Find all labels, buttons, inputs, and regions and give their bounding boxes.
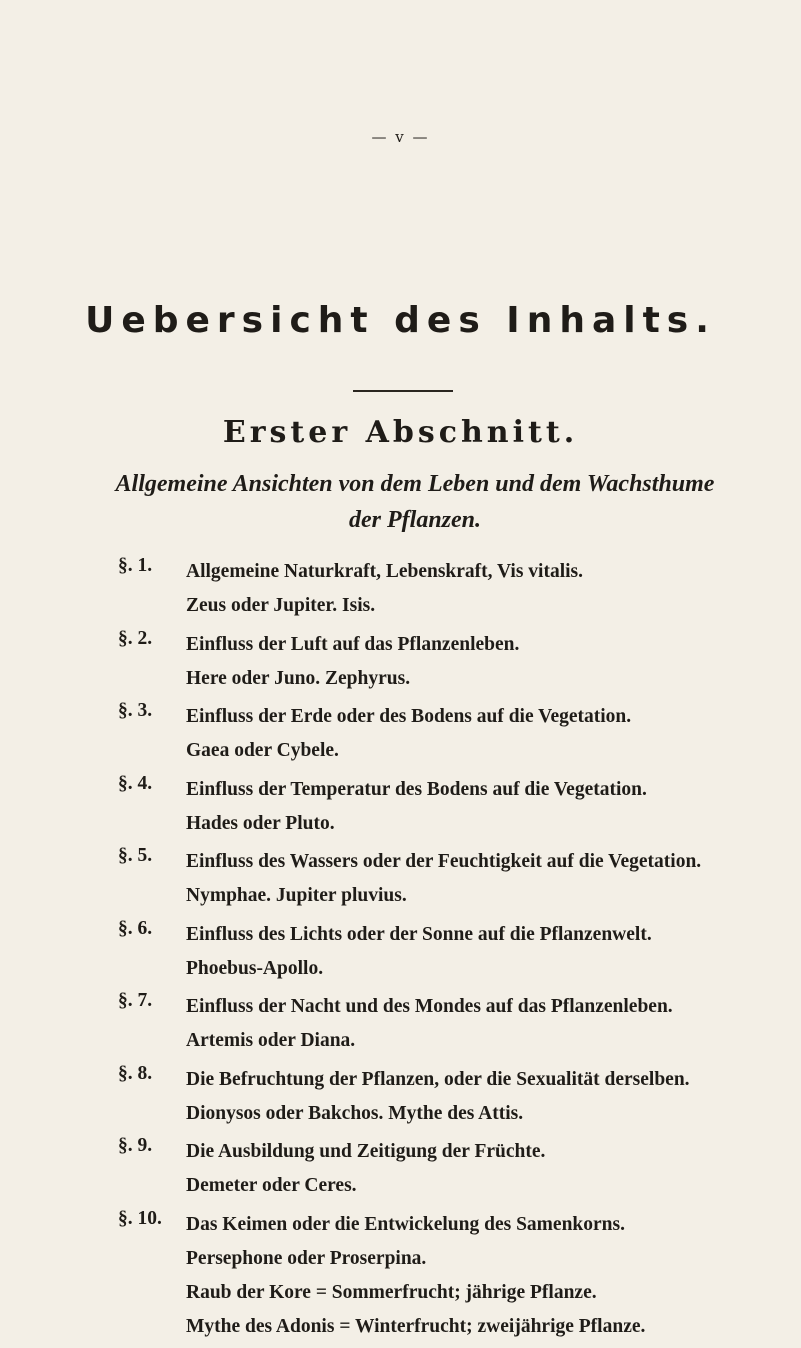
entry-line: Phoebus-Apollo. xyxy=(186,957,324,979)
entry-line: Dionysos oder Bakchos. Mythe des Attis. xyxy=(186,1102,524,1124)
section-number: §. 8. xyxy=(118,1062,153,1084)
entry-line: Zeus oder Jupiter. Isis. xyxy=(186,595,376,616)
entry-text xyxy=(186,990,778,1058)
section-subtitle xyxy=(110,466,720,538)
entry-line: Die Befruchtung der Pflanzen, oder die Sexualität derselben. xyxy=(186,1068,690,1090)
toc-entry xyxy=(118,918,778,986)
entry-text xyxy=(186,1208,778,1344)
toc-entry xyxy=(118,700,778,768)
entry-line: Einfluss der Nacht und des Mondes auf das Pflanzenleben. xyxy=(186,996,673,1017)
section-number: §. 3. xyxy=(118,700,153,721)
entry-line: Einfluss der Erde oder des Bodens auf die Vegetation. xyxy=(186,706,632,727)
section-number: §. 2. xyxy=(118,627,153,649)
toc-entry xyxy=(118,1063,778,1131)
toc-entry xyxy=(118,990,778,1058)
entry-line: Here oder Juno. Zephyrus. xyxy=(186,667,411,689)
entry-text xyxy=(186,845,778,913)
toc-entry xyxy=(118,773,778,841)
entry-line: Gaea oder Cybele. xyxy=(186,740,339,761)
entry-line: Die Ausbildung und Zeitigung der Früchte. xyxy=(186,1141,546,1162)
entry-text xyxy=(186,1135,778,1203)
section-number: §. 9. xyxy=(118,1135,153,1156)
entry-line: Nymphae. Jupiter pluvius. xyxy=(186,885,407,906)
entry-line: Einfluss der Temperatur des Bodens auf die Vegetation. xyxy=(186,778,647,800)
entry-line: Einfluss der Luft auf das Pflanzenleben. xyxy=(186,633,520,655)
entry-text xyxy=(186,918,778,986)
entry-line: Mythe des Adonis = Winterfrucht; zweijährige Pflanze. xyxy=(186,1315,646,1337)
toc-entry xyxy=(118,845,778,913)
entry-line: Raub der Kore = Sommerfrucht; jährige Pflanze. xyxy=(186,1281,597,1303)
entry-line: Artemis oder Diana. xyxy=(186,1030,356,1051)
subtitle-line: Allgemeine Ansichten von dem Leben und dem Wachsthume xyxy=(115,471,715,497)
section-number: §. 6. xyxy=(118,917,153,939)
entry-text xyxy=(186,1063,778,1131)
table-of-contents xyxy=(118,555,778,1348)
section-heading: Erster Abschnitt. xyxy=(222,415,579,450)
toc-entry xyxy=(118,1208,778,1344)
entry-line: Persephone oder Proserpina. xyxy=(186,1247,427,1269)
entry-line: Demeter oder Ceres. xyxy=(186,1175,357,1196)
subtitle-line: der Pflanzen. xyxy=(349,507,481,533)
page-title: Uebersicht des Inhalts. xyxy=(85,300,716,341)
entry-line: Das Keimen oder die Entwickelung des Samenkorns. xyxy=(186,1213,625,1235)
section-number: §. 10. xyxy=(118,1207,162,1229)
entry-text xyxy=(186,700,778,768)
section-number: §. 7. xyxy=(118,990,153,1011)
entry-line: Einfluss des Lichts oder der Sonne auf die Pflanzenwelt. xyxy=(186,923,652,945)
entry-line: Einfluss des Wassers oder der Feuchtigkeit auf die Vegetation. xyxy=(186,851,702,872)
title-divider xyxy=(353,390,453,392)
page-number: — v — xyxy=(371,128,430,146)
entry-text xyxy=(186,773,778,841)
toc-entry xyxy=(118,628,778,696)
entry-line: Allgemeine Naturkraft, Lebenskraft, Vis vitalis. xyxy=(186,561,584,582)
entry-text xyxy=(186,628,778,696)
toc-entry xyxy=(118,555,778,623)
toc-entry xyxy=(118,1135,778,1203)
section-number: §. 1. xyxy=(118,555,153,576)
entry-text xyxy=(186,555,778,623)
section-number: §. 5. xyxy=(118,845,153,866)
section-number: §. 4. xyxy=(118,772,153,794)
entry-line: Hades oder Pluto. xyxy=(186,812,335,834)
